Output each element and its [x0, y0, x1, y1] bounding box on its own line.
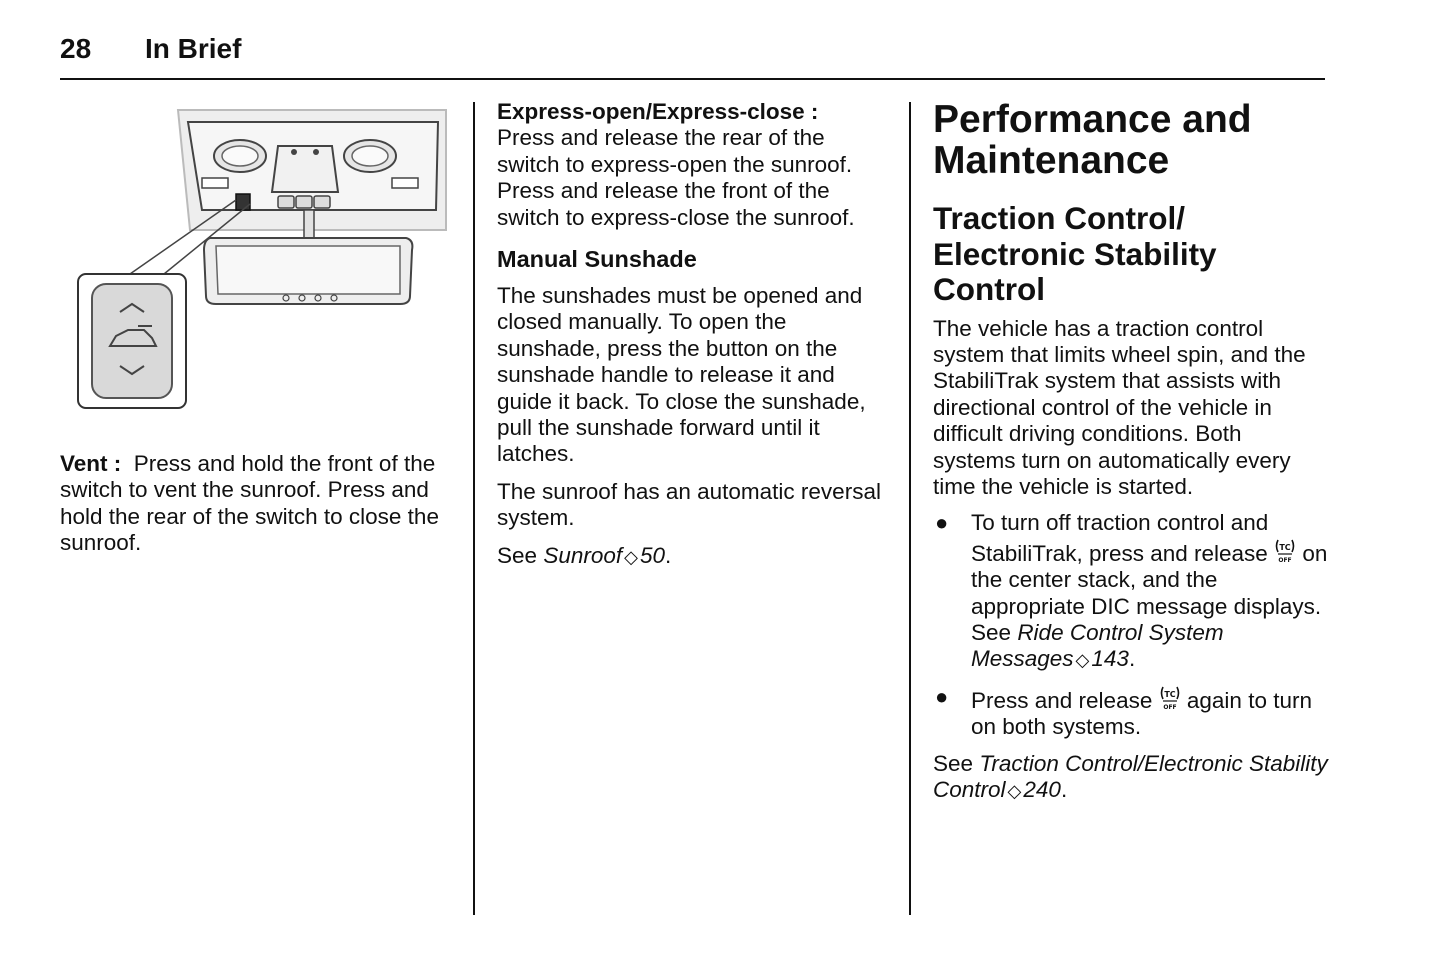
- section-title: In Brief: [145, 33, 242, 64]
- sunshade-text: The sunshades must be opened and closed manually. To open the sunshade, press the button on the sunshade handle to release it and guide it back. To close the sunshade, pull the sunshade forward until it latches.: [497, 283, 866, 467]
- list-item: [933, 684, 1328, 741]
- vent-label: Vent :: [60, 451, 122, 476]
- page-ref-icon: ◇: [624, 546, 638, 567]
- off-icon-label: OFF: [1162, 703, 1177, 711]
- column-divider-2: [909, 102, 911, 915]
- bullet2-text-a: Press and release: [971, 687, 1153, 713]
- page-ref-icon: ◇: [1075, 650, 1090, 671]
- bullet2-text-b: again to turn on both systems.: [971, 687, 1312, 740]
- sunroof-link[interactable]: Sunroof: [543, 542, 623, 568]
- off-icon-label: OFF: [1278, 556, 1292, 564]
- instruction-list: [933, 510, 1328, 740]
- traction-control-link[interactable]: Traction Control/Electronic Stability Control: [933, 750, 1328, 802]
- tc-icon-label: TC: [1163, 689, 1176, 699]
- sunroof-page[interactable]: 50: [639, 542, 665, 568]
- list-item: [933, 510, 1328, 673]
- page-number: 28: [60, 33, 92, 64]
- bullet-icon: ●: [935, 510, 949, 536]
- period: .: [665, 542, 672, 568]
- vent-paragraph: [60, 451, 460, 557]
- period: .: [1128, 646, 1136, 672]
- sub-heading: Traction Control/ Electronic Stability Control: [933, 200, 1217, 307]
- ride-control-page[interactable]: 143: [1091, 646, 1129, 672]
- sunshade-heading: Manual Sunshade: [497, 246, 697, 273]
- bullet-icon: ●: [935, 683, 949, 709]
- bullet1-text-a: To turn off traction control and StabiliTrak, press and release: [971, 510, 1269, 566]
- express-paragraph: [497, 99, 892, 231]
- traction-control-off-icon: [1159, 684, 1181, 712]
- sunroof-see-reference: [497, 543, 892, 570]
- column-left: [60, 451, 460, 557]
- tc-icon-label: TC: [1279, 542, 1291, 552]
- traction-control-off-icon: [1274, 537, 1296, 565]
- express-text: Press and release the rear of the switch to express-open the sunroof. Press and release the front of the switch to express-close the sunroof.: [497, 125, 855, 230]
- period: .: [1060, 777, 1068, 802]
- sunroof-switch-illustration: [70, 100, 460, 420]
- column-middle: [497, 99, 892, 570]
- reversal-text: The sunroof has an automatic reversal system.: [497, 478, 881, 531]
- express-label: Express-open/Express-close :: [497, 99, 819, 124]
- column-divider-1: [473, 102, 475, 915]
- traction-control-page[interactable]: 240: [1023, 777, 1061, 802]
- traction-see-reference: [933, 751, 1328, 805]
- column-right: [933, 99, 1328, 804]
- header-rule: [60, 78, 1325, 80]
- vent-text: Press and hold the front of the switch to vent the sunroof. Press and hold the rear of the switch to close the sunroof.: [60, 451, 439, 556]
- main-heading: Performance and Maintenance: [933, 98, 1252, 182]
- bullet1-text-b: on the center stack, and the appropriate DIC message displays. See: [971, 540, 1328, 645]
- page-ref-icon: ◇: [1007, 781, 1022, 801]
- ride-control-link[interactable]: Ride Control System Messages: [971, 619, 1224, 672]
- intro-text: The vehicle has a traction control system that limits wheel spin, and the StabiliTrak system that assists with directional control of the vehicle in difficult driving conditions. Both systems turn on automatically every time the vehicle is started.: [933, 315, 1306, 499]
- see-prefix: See: [933, 750, 974, 776]
- see-prefix: See: [497, 542, 538, 568]
